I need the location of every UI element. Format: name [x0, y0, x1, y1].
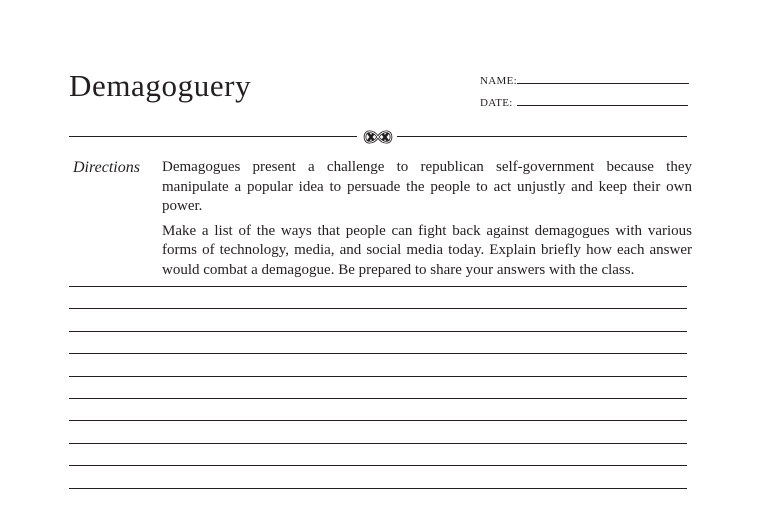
- celtic-knot-icon: [362, 127, 394, 147]
- answer-line[interactable]: [69, 353, 687, 375]
- name-label: NAME:: [480, 75, 517, 87]
- name-field[interactable]: [480, 72, 689, 88]
- directions-paragraph: Demagogues present a challenge to republican self-government because they manipulate a popular idea to persuade the people to act unjustly and keep their own power.: [162, 159, 692, 214]
- directions-text: [162, 158, 692, 285]
- answer-line[interactable]: [69, 331, 687, 353]
- answer-line[interactable]: [69, 420, 687, 442]
- date-blank-line[interactable]: [517, 94, 688, 106]
- divider-rule-right: [397, 136, 687, 137]
- answer-line[interactable]: [69, 488, 687, 510]
- date-label: DATE:: [480, 97, 513, 109]
- divider-rule-left: [69, 136, 357, 137]
- answer-line[interactable]: [69, 465, 687, 487]
- answer-line[interactable]: [69, 286, 687, 308]
- section-divider: [69, 126, 687, 148]
- answer-line[interactable]: [69, 398, 687, 420]
- date-field[interactable]: [480, 94, 688, 110]
- answer-line[interactable]: [69, 376, 687, 398]
- name-blank-line[interactable]: [517, 72, 689, 84]
- answer-line[interactable]: [69, 443, 687, 465]
- answer-lines[interactable]: [69, 286, 687, 510]
- directions-paragraph: Make a list of the ways that people can fight back against demagogues with various forms of technology, media, and social media today. Explain briefly how each answer would combat a demagogue. Be prepared to share your answers with the class.: [162, 222, 692, 278]
- directions-label: Directions: [73, 159, 140, 176]
- worksheet-title: Demagoguery: [69, 68, 252, 103]
- answer-line[interactable]: [69, 308, 687, 330]
